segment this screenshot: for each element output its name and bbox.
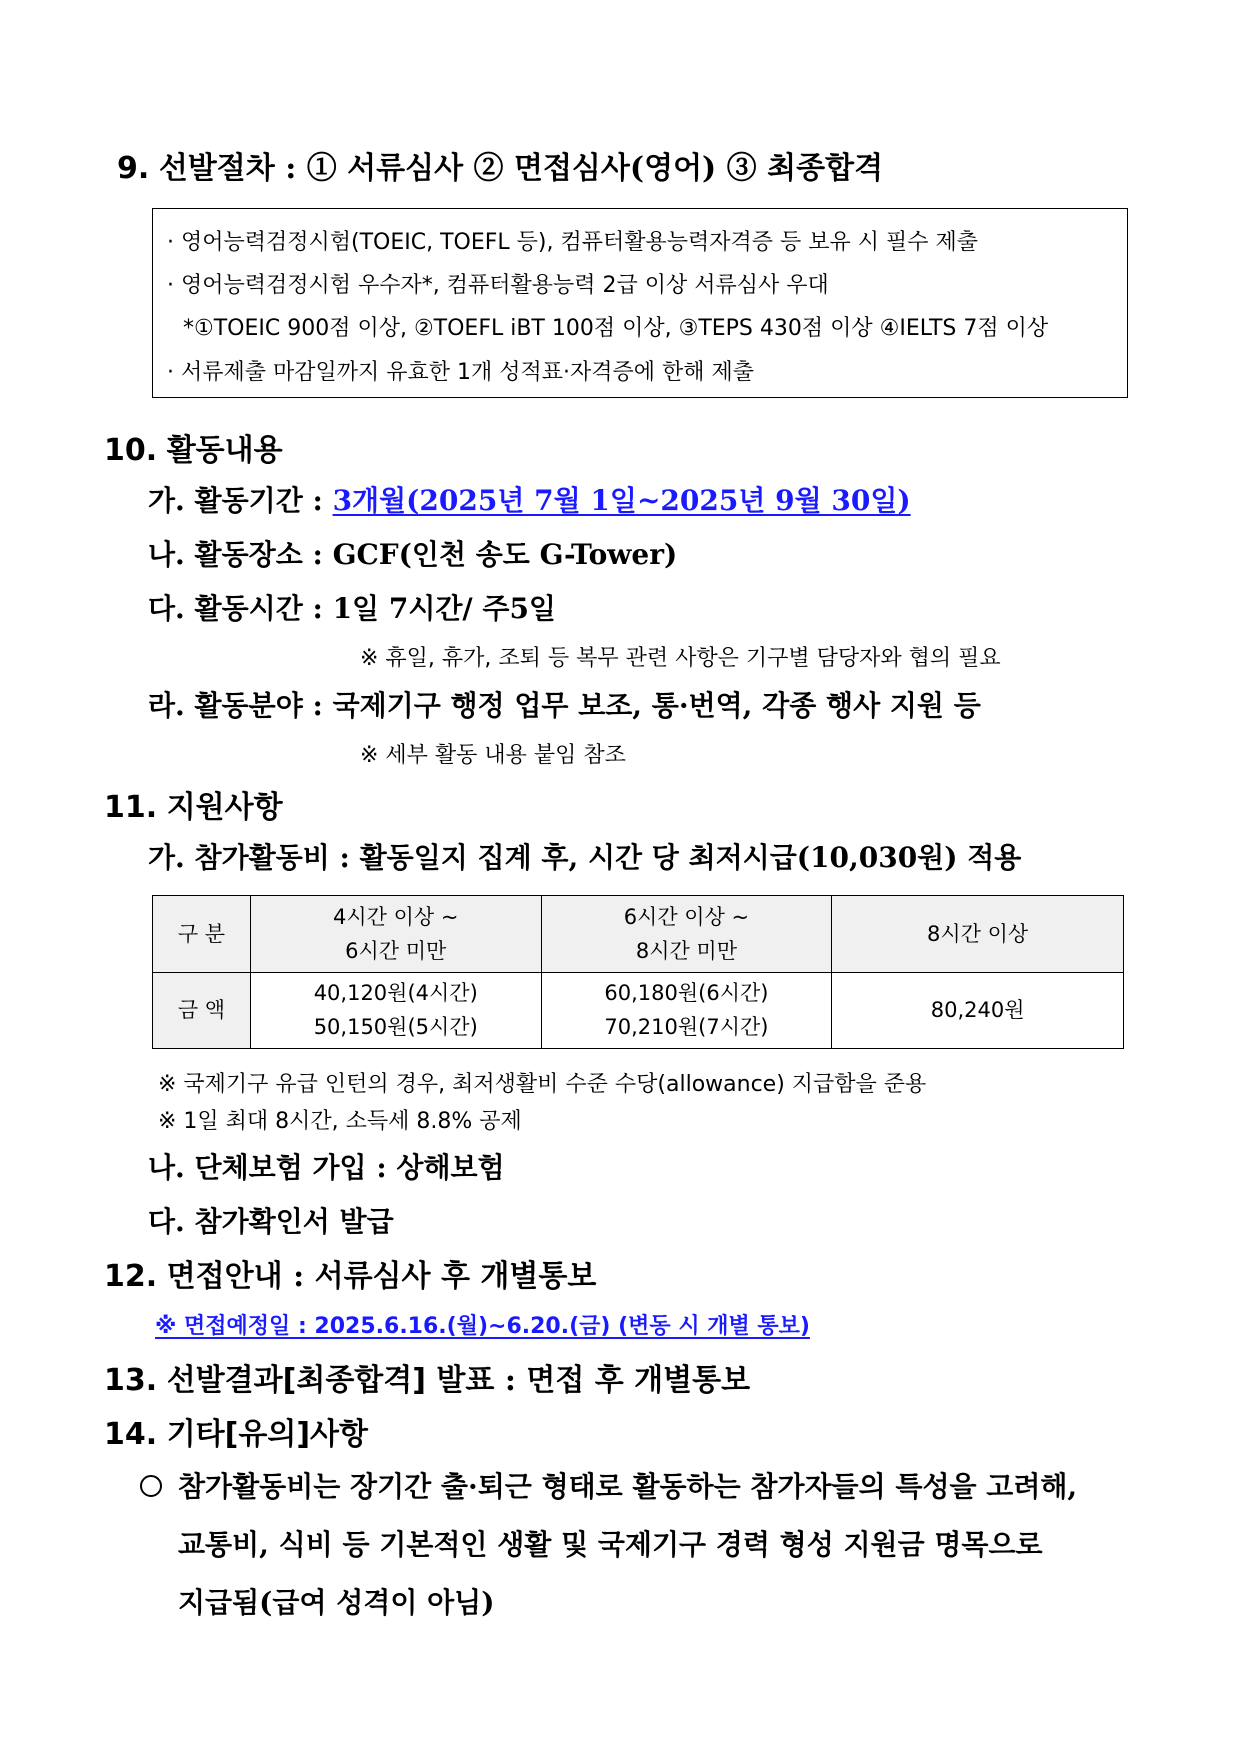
section-heading: 면접안내 xyxy=(166,1259,283,1294)
period-value: 3개월(2025년 7월 1일~2025년 9월 30일) xyxy=(332,484,911,517)
interview-date-note: ※ 면접예정일 : 2025.6.16.(월)~6.20.(금) (변동 시 개별 통보) xyxy=(155,1314,810,1339)
table-row-label: 금 액 xyxy=(153,972,251,1049)
section-value: 면접 후 개별통보 xyxy=(526,1363,751,1398)
section-number: 12. xyxy=(104,1259,158,1294)
section-number: 9. xyxy=(117,151,150,186)
fee-note-2: ※ 1일 최대 8시간, 소득세 8.8% 공제 xyxy=(158,1109,522,1134)
notice-line: 지급됨(급여 성격이 아님) xyxy=(178,1586,495,1619)
table-cell: 80,240원 xyxy=(832,972,1124,1049)
section-heading: 지원사항 xyxy=(166,790,283,825)
period-label: 가. 활동기간 : xyxy=(148,484,333,517)
box-line: *①TOEIC 900점 이상, ②TOEFL iBT 100점 이상, ③TEPS 430점 이상 ④IELTS 7점 이상 xyxy=(183,316,1049,341)
section-number: 11. xyxy=(104,790,158,825)
section-10-title xyxy=(104,425,283,469)
box-line: · 서류제출 마감일까지 유효한 1개 성적표·자격증에 한해 제출 xyxy=(167,360,754,385)
activity-period xyxy=(148,479,911,519)
table-header: 4시간 이상 ~ 6시간 미만 xyxy=(250,896,541,973)
table-header: 6시간 이상 ~ 8시간 미만 xyxy=(541,896,832,973)
section-number: 10. xyxy=(104,433,158,468)
notice-line: 교통비, 식비 등 기본적인 생활 및 국제기구 경력 형성 지원금 명목으로 xyxy=(178,1528,1043,1561)
section-11-title xyxy=(104,782,283,826)
section-9-title xyxy=(117,143,883,187)
table-row xyxy=(153,972,1124,1049)
notice-line: 참가활동비는 장기간 출·퇴근 형태로 활동하는 참가자들의 특성을 고려해, xyxy=(178,1470,1078,1503)
activity-hours: 다. 활동시간 : 1일 7시간/ 주5일 xyxy=(148,592,556,625)
section-value: 서류심사 후 개별통보 xyxy=(314,1259,597,1294)
box-line: · 영어능력검정시험(TOEIC, TOEFL 등), 컴퓨터활용능력자격증 등 보유 시 필수 제출 xyxy=(167,230,978,255)
hours-note: ※ 휴일, 휴가, 조퇴 등 복무 관련 사항은 기구별 담당자와 협의 필요 xyxy=(360,646,1001,671)
certificate: 다. 참가확인서 발급 xyxy=(148,1205,394,1238)
section-14-title xyxy=(104,1409,368,1453)
separator: : xyxy=(494,1363,527,1398)
insurance: 나. 단체보험 가입 : 상해보험 xyxy=(148,1151,505,1184)
section-value: ① 서류심사 ② 면접심사(영어) ③ 최종합격 xyxy=(306,151,884,186)
selection-notes-box xyxy=(152,208,1128,398)
activity-place: 나. 활동장소 : GCF(인천 송도 G-Tower) xyxy=(148,538,678,571)
section-number: 14. xyxy=(104,1417,158,1452)
activity-field: 라. 활동분야 : 국제기구 행정 업무 보조, 통·번역, 각종 행사 지원 등 xyxy=(148,689,981,722)
separator: : xyxy=(282,1259,315,1294)
section-heading: 선발결과[최종합격] 발표 xyxy=(166,1363,495,1398)
table-cell: 40,120원(4시간) 50,150원(5시간) xyxy=(250,972,541,1049)
section-12-title xyxy=(104,1251,596,1295)
table-cell: 60,180원(6시간) 70,210원(7시간) xyxy=(541,972,832,1049)
separator: : xyxy=(274,151,307,186)
table-header-category: 구 분 xyxy=(153,896,251,973)
section-heading: 선발절차 xyxy=(158,151,275,186)
field-note: ※ 세부 활동 내용 붙임 참조 xyxy=(360,743,626,768)
circle-bullet-icon xyxy=(140,1475,162,1497)
fee-table xyxy=(152,895,1124,1049)
fee-note-1: ※ 국제기구 유급 인턴의 경우, 최저생활비 수준 수당(allowance) 지급함을 준용 xyxy=(158,1072,927,1097)
section-number: 13. xyxy=(104,1363,158,1398)
activity-fee: 가. 참가활동비 : 활동일지 집계 후, 시간 당 최저시급(10,030원) 적용 xyxy=(148,841,1022,874)
table-header-row xyxy=(153,896,1124,973)
table-header: 8시간 이상 xyxy=(832,896,1124,973)
section-heading: 활동내용 xyxy=(166,433,283,468)
box-line: · 영어능력검정시험 우수자*, 컴퓨터활용능력 2급 이상 서류심사 우대 xyxy=(167,273,829,298)
section-13-title xyxy=(104,1355,750,1399)
section-heading: 기타[유의]사항 xyxy=(166,1417,369,1452)
